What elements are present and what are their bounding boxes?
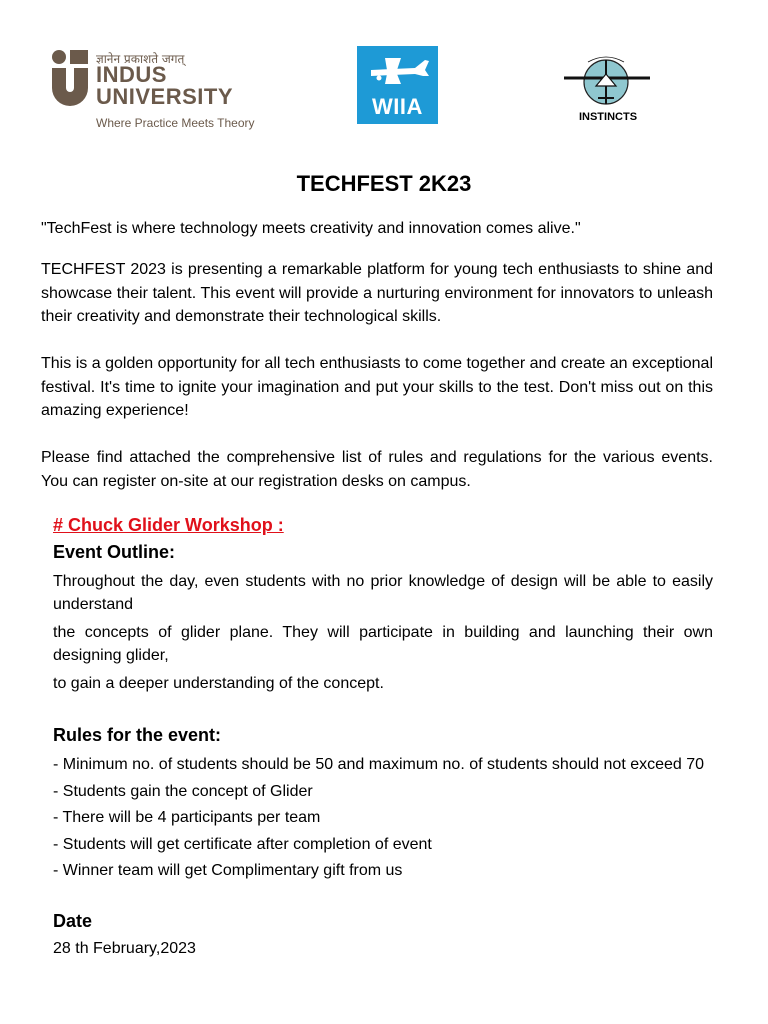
rule-item: - Students gain the concept of Glider (53, 782, 313, 800)
rule-item: - Winner team will get Complimentary gift from us (53, 862, 403, 879)
wiia-text: WIIA (372, 94, 423, 119)
instincts-text: INSTINCTS (578, 111, 638, 123)
intro-paragraph-3: Please find attached the comprehensive list of rules and regulations for the various events. You can register on-site at our registration desks on campus. (41, 449, 713, 490)
indus-name-line2: UNIVERSITY (96, 84, 234, 109)
rule-item: - There will be 4 participants per team (53, 809, 321, 826)
event-heading: # Chuck Glider Workshop : (53, 515, 284, 535)
indus-name (96, 64, 233, 108)
indus-subtitle: Where Practice Meets Theory (96, 116, 255, 130)
airplane-icon (357, 46, 438, 96)
event-date: 28 th February,2023 (53, 940, 196, 957)
rules-heading: Rules for the event: (53, 725, 222, 745)
rules-list (53, 753, 713, 886)
outline-line-3: to gain a deeper understanding of the concept. (53, 675, 384, 692)
tagline-quote: "TechFest is where technology meets creativity and innovation comes alive." (41, 220, 581, 237)
instincts-emblem-icon (558, 48, 658, 110)
outline-line-1: Throughout the day, even students with no prior knowledge of design will be able to easily understand (53, 573, 713, 613)
event-outline-heading: Event Outline: (53, 542, 176, 562)
indus-university-logo (50, 44, 265, 134)
rule-item: - Minimum no. of students should be 50 and maximum no. of students should not exceed 70 (53, 756, 705, 773)
outline-line-2: the concepts of glider plane. They will participate in building and launching their own designing glider, (53, 624, 713, 664)
wiia-logo (357, 46, 438, 124)
date-heading: Date (53, 911, 93, 931)
intro-paragraph-1: TECHFEST 2023 is presenting a remarkable platform for young tech enthusiasts to shine and showcase their talent. This event will provide a nurturing environment for innovators to unleash their creativity and demonstrate their technological skills. (41, 261, 713, 325)
indus-name-line1: INDUS (96, 62, 167, 87)
indus-emblem-icon (50, 48, 90, 106)
page-title: TECHFEST 2K23 (296, 171, 472, 196)
rule-item: - Students will get certificate after completion of event (53, 835, 432, 853)
indus-motto: ज्ञानेन प्रकाशते जगत् (96, 52, 185, 66)
intro-paragraph-2: This is a golden opportunity for all tech enthusiasts to come together and create an exceptional festival. It's time to ignite your imagination and put your skills to the test. Don't miss out on this amazing experience! (41, 355, 713, 419)
instincts-logo (558, 48, 658, 128)
